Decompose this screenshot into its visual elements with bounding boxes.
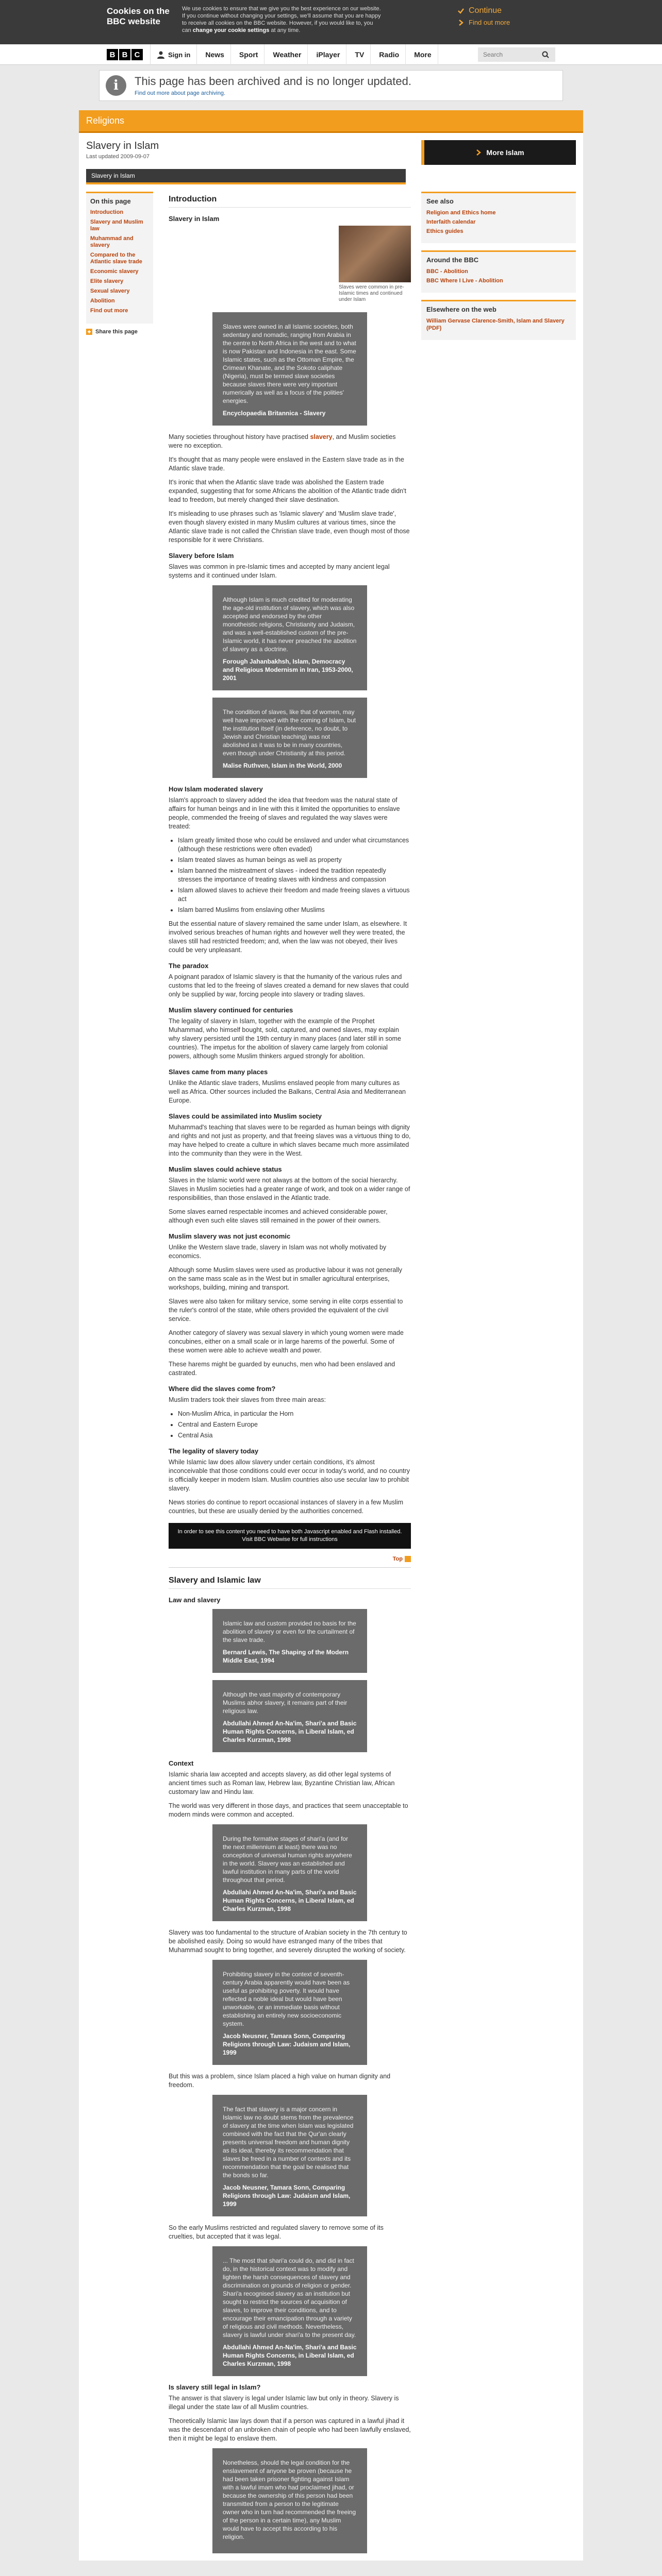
share-icon <box>86 329 92 335</box>
see-also-box <box>421 192 576 243</box>
law-section-heading: Slavery and Islamic law <box>169 1576 411 1589</box>
search-icon[interactable] <box>542 51 549 58</box>
section-heading: Where did the slaves come from? <box>169 1385 276 1393</box>
search-input[interactable] <box>482 50 539 59</box>
paragraph: While Islamic law does allow slavery under certain conditions, it's almost inconceivable that those conditions could ever occur in today's world, and no country is officially keeper in modern Islam. Muslim countries also use secular law to prohibit slavery. <box>169 1459 410 1492</box>
paragraph: The answer is that slavery is legal under Islamic law but only in theory. Slavery is illegal under the state law of all Muslim countries. <box>169 2395 399 2411</box>
media-placeholder[interactable]: In order to see this content you need to have both Javascript enabled and Flash installed. Visit BBC Webwise for full instructions <box>169 1523 411 1549</box>
nav-weather[interactable]: Weather <box>267 44 308 65</box>
section-heading: Muslim slavery was not just economic <box>169 1232 291 1240</box>
back-to-top-link[interactable]: Top <box>169 1556 411 1562</box>
quote-box: Prohibiting slavery in the context of seventh-century Arabia apparently would have been as useful as prohibiting poverty. It would have reflected a noble ideal but would have been unworkable, or an immediate basis without establishing an entirely new socioeconomic system. Jacob Neusner, Tamara Sonn, Comparing Religions through Law: Judaism and Islam, 1999 <box>212 1960 367 2065</box>
quote-box: Islamic law and custom provided no basis for the abolition of slavery or even for the curtailment of the slave trade. Bernard Lewis, The Shaping of the Modern Middle East, 1994 <box>212 1609 367 1673</box>
nav-elite-slavery[interactable]: Elite slavery <box>90 278 124 284</box>
section-heading: Muslim slaves could achieve status <box>169 1165 282 1173</box>
paragraph: So the early Muslims restricted and regulated slavery to remove some of its cruelties, but accepted that it was legal. <box>169 2224 384 2240</box>
cookie-settings-link[interactable]: change your cookie settings <box>192 27 270 33</box>
see-also-link[interactable]: Interfaith calendar <box>426 219 476 225</box>
quote-box: Slaves were owned in all Islamic societies, both sedentary and nomadic, ranging from Arabia in the centre to North Africa in the west and to what is now Pakistan and Indonesia in the east. Some Islamic states, such as the Ottoman Empire, the Crimean Khanate, and the Sokoto caliphate (Nigeria), must be termed slave societies because slaves there were very important numerically as well as a focus of the polities' energies. Encyclopaedia Britannica - Slavery <box>212 312 367 426</box>
archived-notice <box>99 70 563 101</box>
nav-more[interactable]: More <box>408 44 438 65</box>
paragraph: Many societies throughout history have practised slavery, and Muslim societies were no exception. <box>169 433 396 449</box>
paragraph: Slaves were also taken for military service, some serving in elite corps essential to the ruler's control of the state, while others provided the equivalent of the civil service. <box>169 1298 403 1323</box>
nav-iplayer[interactable]: iPlayer <box>310 44 346 65</box>
cookie-title: Cookies on the BBC website <box>107 6 170 26</box>
section-heading: The paradox <box>169 962 209 970</box>
sources-list <box>178 1410 411 1440</box>
section-heading: Is slavery still legal in Islam? <box>169 2383 261 2391</box>
nav-introduction[interactable]: Introduction <box>90 209 124 215</box>
arrow-up-icon <box>405 1556 411 1562</box>
nav-sport[interactable]: Sport <box>233 44 265 65</box>
section-heading: Law and slavery <box>169 1596 221 1604</box>
on-this-page-nav <box>86 192 153 324</box>
section-heading: Slavery before Islam <box>169 552 234 560</box>
nav-abolition[interactable]: Abolition <box>90 298 115 304</box>
list-item: • Islam treated slaves as human beings as well as property <box>178 856 411 865</box>
archived-message: This page has been archived and is no longer updated. <box>135 75 411 88</box>
article <box>169 192 411 2561</box>
paragraph: Unlike the Western slave trade, slavery in Islam was not wholly motivated by economics. <box>169 1244 387 1260</box>
around-bbc-heading: Around the BBC <box>426 256 479 264</box>
elsewhere-link[interactable]: William Gervase Clarence-Smith, Islam and Slavery (PDF) <box>426 318 565 331</box>
section-heading: Context <box>169 1759 194 1767</box>
photo-caption: Slaves were common in pre-Islamic times and continued under Islam <box>339 284 404 302</box>
breadcrumb: Slavery in Islam <box>86 169 406 184</box>
slaves-photo <box>339 226 411 303</box>
quote-box: ... The most that shari'a could do, and did in fact do, in the historical context was to modify and lighten the harsh consequences of slavery and discrimination on grounds of religion or gender. Shari'a recognised slavery as an institution but sought to restrict the sources of acquisition of slaves, to improve their conditions, and to encourage their emancipation through a variety of religious and civil methods. Nevertheless, slavery is lawful under shari'a to the present day. Abdullahi Ahmed An-Na'im, Shari'a and Basic Human Rights Concerns, in Liberal Islam, ed Charles Kurzman, 1998 <box>212 2246 367 2376</box>
share-button[interactable]: Share this page <box>86 329 153 335</box>
paragraph: Slaves was common in pre-Islamic times and accepted by many ancient legal systems and it continued under Islam. <box>169 563 390 579</box>
paragraph: A poignant paradox of Islamic slavery is that the humanity of the various rules and customs that led to the freeing of slaves created a demand for new slaves that could only be supplied by war, forcing people into slavery or trading slaves. <box>169 973 409 998</box>
paragraph: Slavery was too fundamental to the structure of Arabian society in the 7th century to be abolished easily. Doing so would have estranged many of the tribes that Muhammad sought to bring together, and severely disrupted the working of society. <box>169 1929 407 1954</box>
paragraph: But the essential nature of slavery remained the same under Islam, as elsewhere. It involved serious breaches of human rights and however well they were treated, the slaves still had restricted freedom; and, when the law was not obeyed, their lives could be very unpleasant. <box>169 920 407 954</box>
paragraph: Islamic sharia law accepted and accepts slavery, as did other legal systems of ancient times such as Roman law, Hebrew law, Byzantine Christian law, African customary law and Hindu law. <box>169 1771 395 1795</box>
paragraph: The world was very different in those days, and practices that seem unacceptable to modern minds were common and accepted. <box>169 1802 408 1818</box>
section-heading: Slaves came from many places <box>169 1068 268 1076</box>
user-icon <box>157 50 165 59</box>
paragraph: It's thought that as many people were enslaved in the Eastern slave trade as in the Atlantic slave trade. <box>169 456 404 472</box>
nav-find-out-more[interactable]: Find out more <box>90 308 128 314</box>
section-heading: The legality of slavery today <box>169 1447 259 1455</box>
elsewhere-box <box>421 300 576 340</box>
paragraph: The legality of slavery in Islam, together with the example of the Prophet Muhammad, who himself bought, sold, captured, and owned slaves, may explain why slavery persisted until the 19th century in many places (and later still in some countries). The impetus for the abolition of slavery came largely from colonial powers, although some Muslim thinkers argued strongly for abolition. <box>169 1018 401 1060</box>
search-box <box>478 47 555 62</box>
paragraph: Some slaves earned respectable incomes and achieved considerable power, although even such elite slaves still remained in the power of their owners. <box>169 1208 388 1224</box>
list-item: • Islam greatly limited those who could be enslaved and under what circumstances (although these restrictions were often evaded) <box>178 836 411 854</box>
cookie-text: We use cookies to ensure that we give you the best experience on our website. If you continue without changing your settings, we'll assume that you are happy to receive all cookies on the BBC website. However, if you would like to, you can change your cookie settings at any time. <box>182 6 381 33</box>
list-item: • Islam barred Muslims from enslaving other Muslims <box>178 906 411 914</box>
paragraph: But this was a problem, since Islam placed a high value on human dignity and freedom. <box>169 2073 391 2089</box>
see-also-heading: See also <box>426 197 454 205</box>
paragraph: Unlike the Atlantic slave traders, Muslims enslaved people from many cultures as well as Africa. Other sources included the Balkans, Central Asia and Mediterranean Europe. <box>169 1079 406 1104</box>
cookie-banner <box>0 0 662 44</box>
around-bbc-box <box>421 250 576 293</box>
slavery-heading: Slavery in Islam <box>169 215 220 223</box>
quote-box: Nonetheless, should the legal condition for the enslavement of anyone be proven (because he had been taken prisoner fighting against Islam with a lawful imam who had proclaimed jihad, or because the ownership of this person had been transmitted from a person to the legitimate owner who in turn had recommended the freeing of the person in a certain time), any Muslim would have to accept this according to his religion. <box>212 2448 367 2553</box>
see-also-link[interactable]: Ethics guides <box>426 228 464 234</box>
chevron-right-icon <box>476 149 481 156</box>
paragraph: News stories do continue to report occasional instances of slavery in a few Muslim countries, but these are usually denied by the authorities concerned. <box>169 1499 404 1515</box>
list-item: • Non-Muslim Africa, in particular the Horn <box>178 1410 411 1418</box>
section-title[interactable]: Religions <box>86 115 125 126</box>
page-container <box>79 110 583 2561</box>
quote-box: The fact that slavery is a major concern in Islamic law no doubt stems from the prevalence of slavery at the time when Islam was legislated combined with the fact that the Qur'an clearly presents universal freedom and human dignity as its ideal, thereby its recommendation that slaves be freed in a number of contexts and its recommendation that the goal be realised that the bonds so far. Jacob Neusner, Tamara Sonn, Comparing Religions through Law: Judaism and Islam, 1999 <box>212 2095 367 2216</box>
paragraph: Muslim traders took their slaves from three main areas: <box>169 1396 326 1403</box>
nav-radio[interactable]: Radio <box>373 44 406 65</box>
slavery-link[interactable]: slavery <box>310 433 333 440</box>
paragraph: Islam's approach to slavery added the idea that freedom was the natural state of affairs for human beings and in line with this it limited the opportunities to enslave people, commended the freeing of slaves and regulated the way slaves were treated: <box>169 796 400 830</box>
paragraph: Slaves in the Islamic world were not always at the bottom of the social hierarchy. Slaves in Muslim societies had a greater range of work, and took on a wider range of responsibilities, than those enslaved in the Atlantic trade. <box>169 1177 410 1201</box>
nav-economic-slavery[interactable]: Economic slavery <box>90 268 139 275</box>
photo-image <box>339 226 411 282</box>
around-bbc-link[interactable]: BBC - Abolition <box>426 268 468 275</box>
check-icon <box>457 7 465 14</box>
quote-box: During the formative stages of shari'a (and for the next millennium at least) there was no conception of universal human rights anywhere in the world. Slavery was an established and lawful institution in many parts of the world throughout that period. Abdullahi Ahmed An-Na'im, Shari'a and Basic Human Rights Concerns, in Liberal Islam, ed Charles Kurzman, 1998 <box>212 1824 367 1921</box>
elsewhere-heading: Elsewhere on the web <box>426 306 496 313</box>
nav-sexual-slavery[interactable]: Sexual slavery <box>90 288 130 294</box>
info-icon: i <box>106 75 126 96</box>
on-this-page-heading: On this page <box>90 197 131 205</box>
bbc-logo[interactable]: B B C <box>107 49 143 60</box>
paragraph: It's misleading to use phrases such as 'Islamic slavery' and 'Muslim slave trade', even though slavery existed in many Muslim cultures at various times, since the Atlantic slave trade is not called the Christian slave trade, even though most of those responsible for it were Christians. <box>169 510 410 544</box>
paragraph: Muhammad's teaching that slaves were to be regarded as human beings with dignity and rights and not just as property, and that freeing slaves was a virtuous thing to do, may have helped to create a culture in which slaves became much more assimilated into the community than they were in the West. <box>169 1124 411 1157</box>
paragraph: Theoretically Islamic law lays down that if a person was captured in a lawful jihad it was the descendant of an unbroken chain of people who had been lawfully enslaved, then it might be legal to enslave them. <box>169 2417 411 2442</box>
paragraph: These harems might be guarded by eunuchs, men who had been enslaved and castrated. <box>169 1361 395 1377</box>
quote-box: The condition of slaves, like that of women, may well have improved with the coming of Islam, but the institution itself (in deference, no doubt, to Jewish and Christian teaching) was not abolished as it was to be in many countries, even though under Christianity at this period. Malise Ruthven, Islam in the World, 2000 <box>212 698 367 778</box>
nav-tv[interactable]: TV <box>349 44 371 65</box>
more-islam-button[interactable]: More Islam <box>421 140 576 165</box>
intro-heading: Introduction <box>169 195 411 208</box>
page-title: Slavery in Islam <box>86 140 159 151</box>
chevron-right-icon <box>457 19 465 26</box>
archiving-link[interactable]: Find out more about page archiving. <box>135 90 226 96</box>
last-updated: Last updated 2009-09-07 <box>86 154 150 160</box>
paragraph: Although some Muslim slaves were used as productive labour it was not generally on the same mass scale as in the West but in smaller agricultural enterprises, workshops, building, mining and transport. <box>169 1266 403 1291</box>
around-bbc-link[interactable]: BBC Where I Live - Abolition <box>426 278 503 284</box>
nav-slavery-muslim-law[interactable]: Slavery and Muslim law <box>90 219 143 232</box>
section-heading: Slaves could be assimilated into Muslim society <box>169 1112 322 1120</box>
nav-news[interactable]: News <box>199 44 231 65</box>
list-item: • Central Asia <box>178 1431 411 1440</box>
see-also-link[interactable]: Religion and Ethics home <box>426 210 496 216</box>
divider <box>169 1567 411 1568</box>
right-sidebar <box>421 192 576 2561</box>
quote-box: Although the vast majority of contemporary Muslims abhor slavery, it remains part of their religious law. Abdullahi Ahmed An-Na'im, Shari'a and Basic Human Rights Concerns, in Liberal Islam, ed Charles Kurzman, 1998 <box>212 1680 367 1752</box>
continue-button[interactable]: Continue <box>457 6 555 15</box>
nav-atlantic-comparison[interactable]: Compared to the Atlantic slave trade <box>90 252 142 265</box>
nav-muhammad-slavery[interactable]: Muhammad and slavery <box>90 235 134 248</box>
section-heading: Muslim slavery continued for centuries <box>169 1006 293 1014</box>
list-item: • Islam banned the mistreatment of slaves - indeed the tradition repeatedly stresses the importance of treating slaves with kindness and compassion <box>178 867 411 884</box>
list-item: • Islam allowed slaves to achieve their freedom and made freeing slaves a virtuous act <box>178 886 411 904</box>
list-item: • Central and Eastern Europe <box>178 1420 411 1429</box>
sign-in-button[interactable]: Sign in <box>150 44 197 65</box>
find-out-more-link[interactable]: Find out more <box>457 19 555 26</box>
section-heading: How Islam moderated slavery <box>169 785 263 793</box>
bbc-global-nav <box>0 44 662 65</box>
paragraph: Another category of slavery was sexual slavery in which young women were made concubines, either on a small scale or in large harems of the powerful. Some of these women were able to achieve wealth and power. <box>169 1329 404 1354</box>
quote-box: Although Islam is much credited for moderating the age-old institution of slavery, which was also accepted and endorsed by the other monotheistic religions, Christianity and Judaism, and was a well-established custom of the pre-Islamic world, it has never preached the abolition of slavery as a doctrine. Forough Jahanbakhsh, Islam, Democracy and Religious Modernism in Iran, 1953-2000, 2001 <box>212 585 367 690</box>
section-bar <box>79 110 583 133</box>
paragraph: It's ironic that when the Atlantic slave trade was abolished the Eastern trade expanded, suggesting that for some Africans the abolition of the Atlantic trade didn't lead to freedom, but merely changed their slave destination. <box>169 479 407 503</box>
moderation-list <box>178 836 411 914</box>
